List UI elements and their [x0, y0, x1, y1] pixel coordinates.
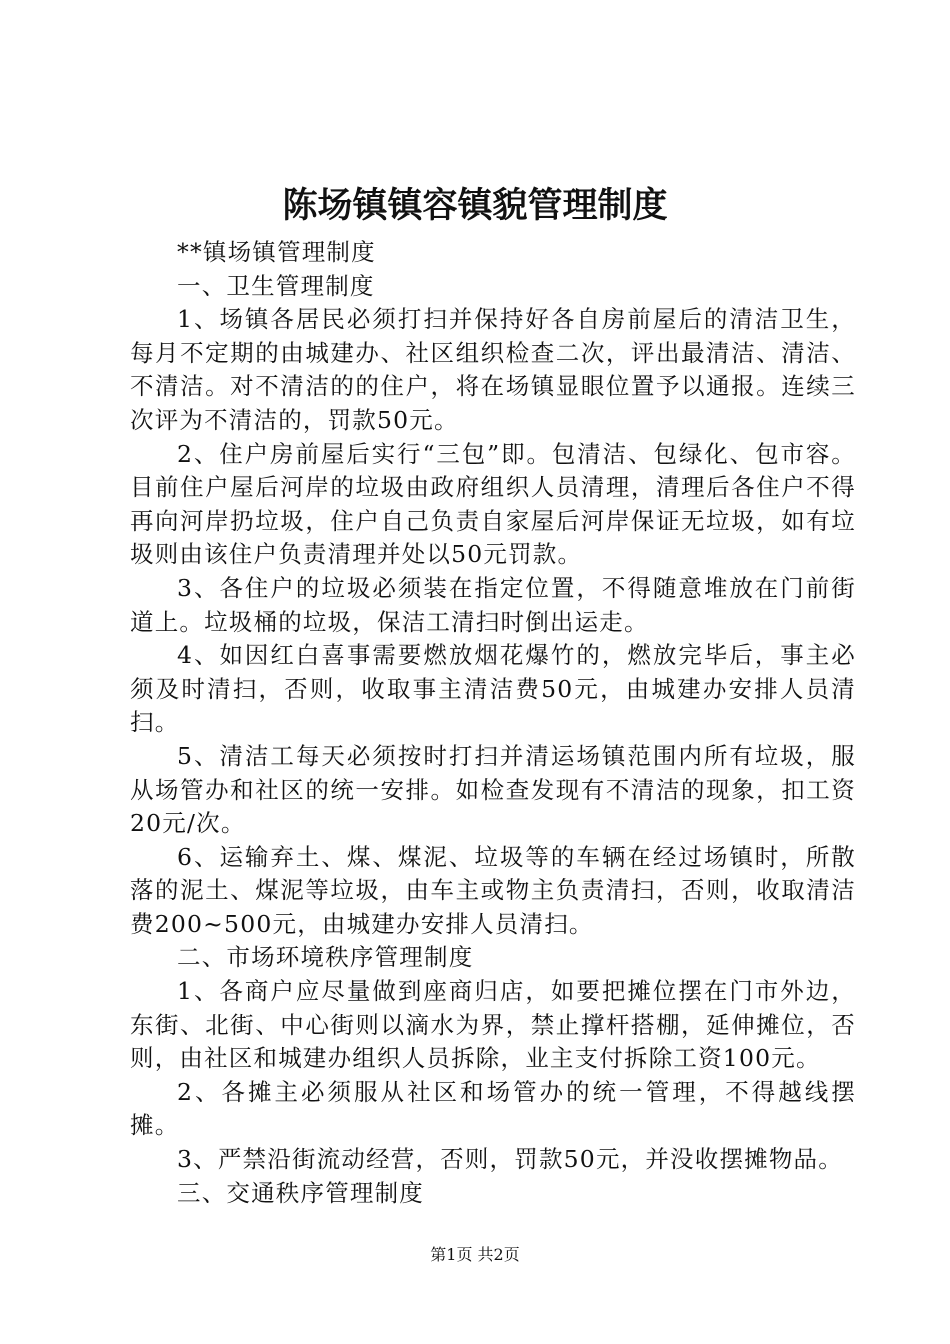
paragraph: 2、各摊主必须服从社区和场管办的统一管理，不得越线摆摊。 [130, 1077, 856, 1140]
paragraph-subtitle: **镇场镇管理制度 [177, 238, 376, 266]
document-body [130, 236, 856, 1210]
document-title: 陈场镇镇容镇貌管理制度 [282, 185, 668, 226]
section-heading-hygiene: 一、卫生管理制度 [177, 271, 375, 300]
paragraph: 1、各商户应尽量做到座商归店，如要把摊位摆在门市外边，东街、北街、中心街则以滴水为界，禁止撑杆搭棚，延伸摊位，否则，由社区和城建办组织人员拆除，业主支付拆除工资100元。 [130, 977, 856, 1073]
paragraph: 4、如因红白喜事需要燃放烟花爆竹的，燃放完毕后，事主必须及时清扫，否则，收取事主清洁费50元，由城建办安排人员清扫。 [130, 641, 856, 737]
paragraph: 3、各住户的垃圾必须装在指定位置，不得随意堆放在门前街道上。垃圾桶的垃圾，保洁工清扫时倒出运走。 [130, 573, 856, 636]
paragraph: 1、场镇各居民必须打扫并保持好各自房前屋后的清洁卫生，每月不定期的由城建办、社区组织检查二次，评出最清洁、清洁、不清洁。对不清洁的的住户，将在场镇显眼位置予以通报。连续三次评为不清洁的，罚款50元。 [130, 305, 856, 434]
paragraph: 6、运输弃土、煤、煤泥、垃圾等的车辆在经过场镇时，所散落的泥土、煤泥等垃圾，由车主或物主负责清扫，否则，收取清洁费200~500元，由城建办安排人员清扫。 [130, 842, 856, 938]
paragraph: 5、清洁工每天必须按时打扫并清运场镇范围内所有垃圾，服从场管办和社区的统一安排。如检查发现有不清洁的现象，扣工资20元/次。 [130, 741, 856, 838]
section-heading-traffic: 三、交通秩序管理制度 [177, 1178, 424, 1207]
paragraph: 3、严禁沿街流动经营，否则，罚款50元，并没收摆摊物品。 [177, 1145, 843, 1174]
paragraph: 2、住户房前屋后实行“三包”即。包清洁、包绿化、包市容。目前住户屋后河岸的垃圾由政府组织人员清理，清理后各住户不得再向河岸扔垃圾，住户自己负责自家屋后河岸保证无垃圾，如有垃圾则由该住户负责清理并处以50元罚款。 [130, 439, 856, 569]
section-heading-market: 二、市场环境秩序管理制度 [177, 943, 474, 972]
page-footer: 第1页 共2页 [430, 1245, 520, 1264]
